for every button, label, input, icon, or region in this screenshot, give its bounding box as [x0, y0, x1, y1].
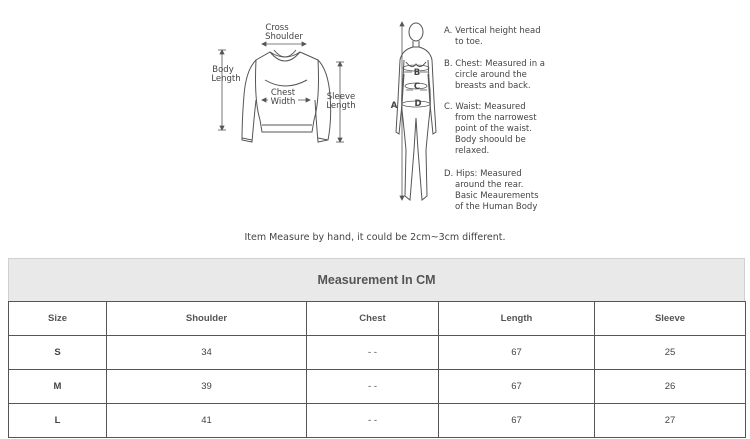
cell-length: 67 — [439, 404, 595, 438]
cross-shoulder-label-1: Cross — [265, 23, 289, 33]
table-title: Measurement In CM — [8, 258, 745, 301]
header-size: Size — [9, 302, 107, 336]
cell-chest: - - — [307, 336, 439, 370]
size-table — [8, 258, 745, 438]
note-c-line-5: relaxed. — [455, 146, 490, 156]
garment-labels — [211, 23, 355, 111]
chest-width-label-1: Chest — [270, 88, 296, 98]
note-c-line-3: point of the waist. — [455, 124, 532, 134]
cell-size: M — [9, 370, 107, 404]
cell-size: L — [9, 404, 107, 438]
cell-shoulder: 41 — [107, 404, 307, 438]
note-c-line-2: from the narrowest — [455, 113, 537, 123]
measurement-table — [8, 301, 746, 438]
header-sleeve: Sleeve — [595, 302, 746, 336]
sleeve-length-label-1: Sleeve — [326, 92, 356, 102]
cell-length: 67 — [439, 370, 595, 404]
body-measure-lines — [400, 22, 430, 200]
body-length-label-2: Length — [211, 74, 241, 84]
note-a-line-1: A. Vertical height head — [444, 26, 541, 36]
cell-shoulder: 39 — [107, 370, 307, 404]
header-length: Length — [439, 302, 595, 336]
body-markers — [391, 68, 422, 111]
cell-sleeve: 25 — [595, 336, 746, 370]
note-b-line-2: circle around the — [455, 70, 527, 80]
header-shoulder: Shoulder — [107, 302, 307, 336]
header-chest: Chest — [307, 302, 439, 336]
note-d-line-1: D. Hips: Measured — [444, 169, 522, 179]
cell-shoulder: 34 — [107, 336, 307, 370]
cell-size: S — [9, 336, 107, 370]
cell-length: 67 — [439, 336, 595, 370]
note-c-line-1: C. Waist: Measured — [444, 102, 526, 112]
chest-width-label-2: Width — [270, 97, 296, 107]
note-d-line-2: around the rear. — [455, 180, 524, 190]
cell-sleeve: 26 — [595, 370, 746, 404]
marker-c: C — [413, 82, 421, 92]
cell-chest: - - — [307, 404, 439, 438]
note-b-line-1: B. Chest: Measured in a — [444, 59, 545, 69]
note-d-line-4: of the Human Body — [455, 202, 538, 212]
sleeve-length-label-2: Length — [326, 101, 356, 111]
cell-chest: - - — [307, 370, 439, 404]
marker-b: B — [413, 68, 421, 78]
header-row — [9, 302, 746, 336]
table-row — [9, 404, 746, 438]
marker-d: D — [414, 99, 422, 109]
cell-sleeve: 27 — [595, 404, 746, 438]
body-length-label-1: Body — [212, 65, 234, 75]
measure-disclaimer: Item Measure by hand, it could be 2cm~3cm different. — [244, 232, 506, 243]
body-notes — [444, 26, 545, 212]
note-d-line-3: Basic Meaurements — [455, 191, 539, 201]
cross-shoulder-label-2: Shoulder — [265, 32, 303, 42]
table-row — [9, 370, 746, 404]
marker-a: A — [390, 101, 398, 111]
note-a-line-2: to toe. — [455, 37, 483, 47]
note-c-line-4: Body shoould be — [455, 135, 526, 145]
note-b-line-3: breasts and back. — [455, 81, 531, 91]
table-row — [9, 336, 746, 370]
